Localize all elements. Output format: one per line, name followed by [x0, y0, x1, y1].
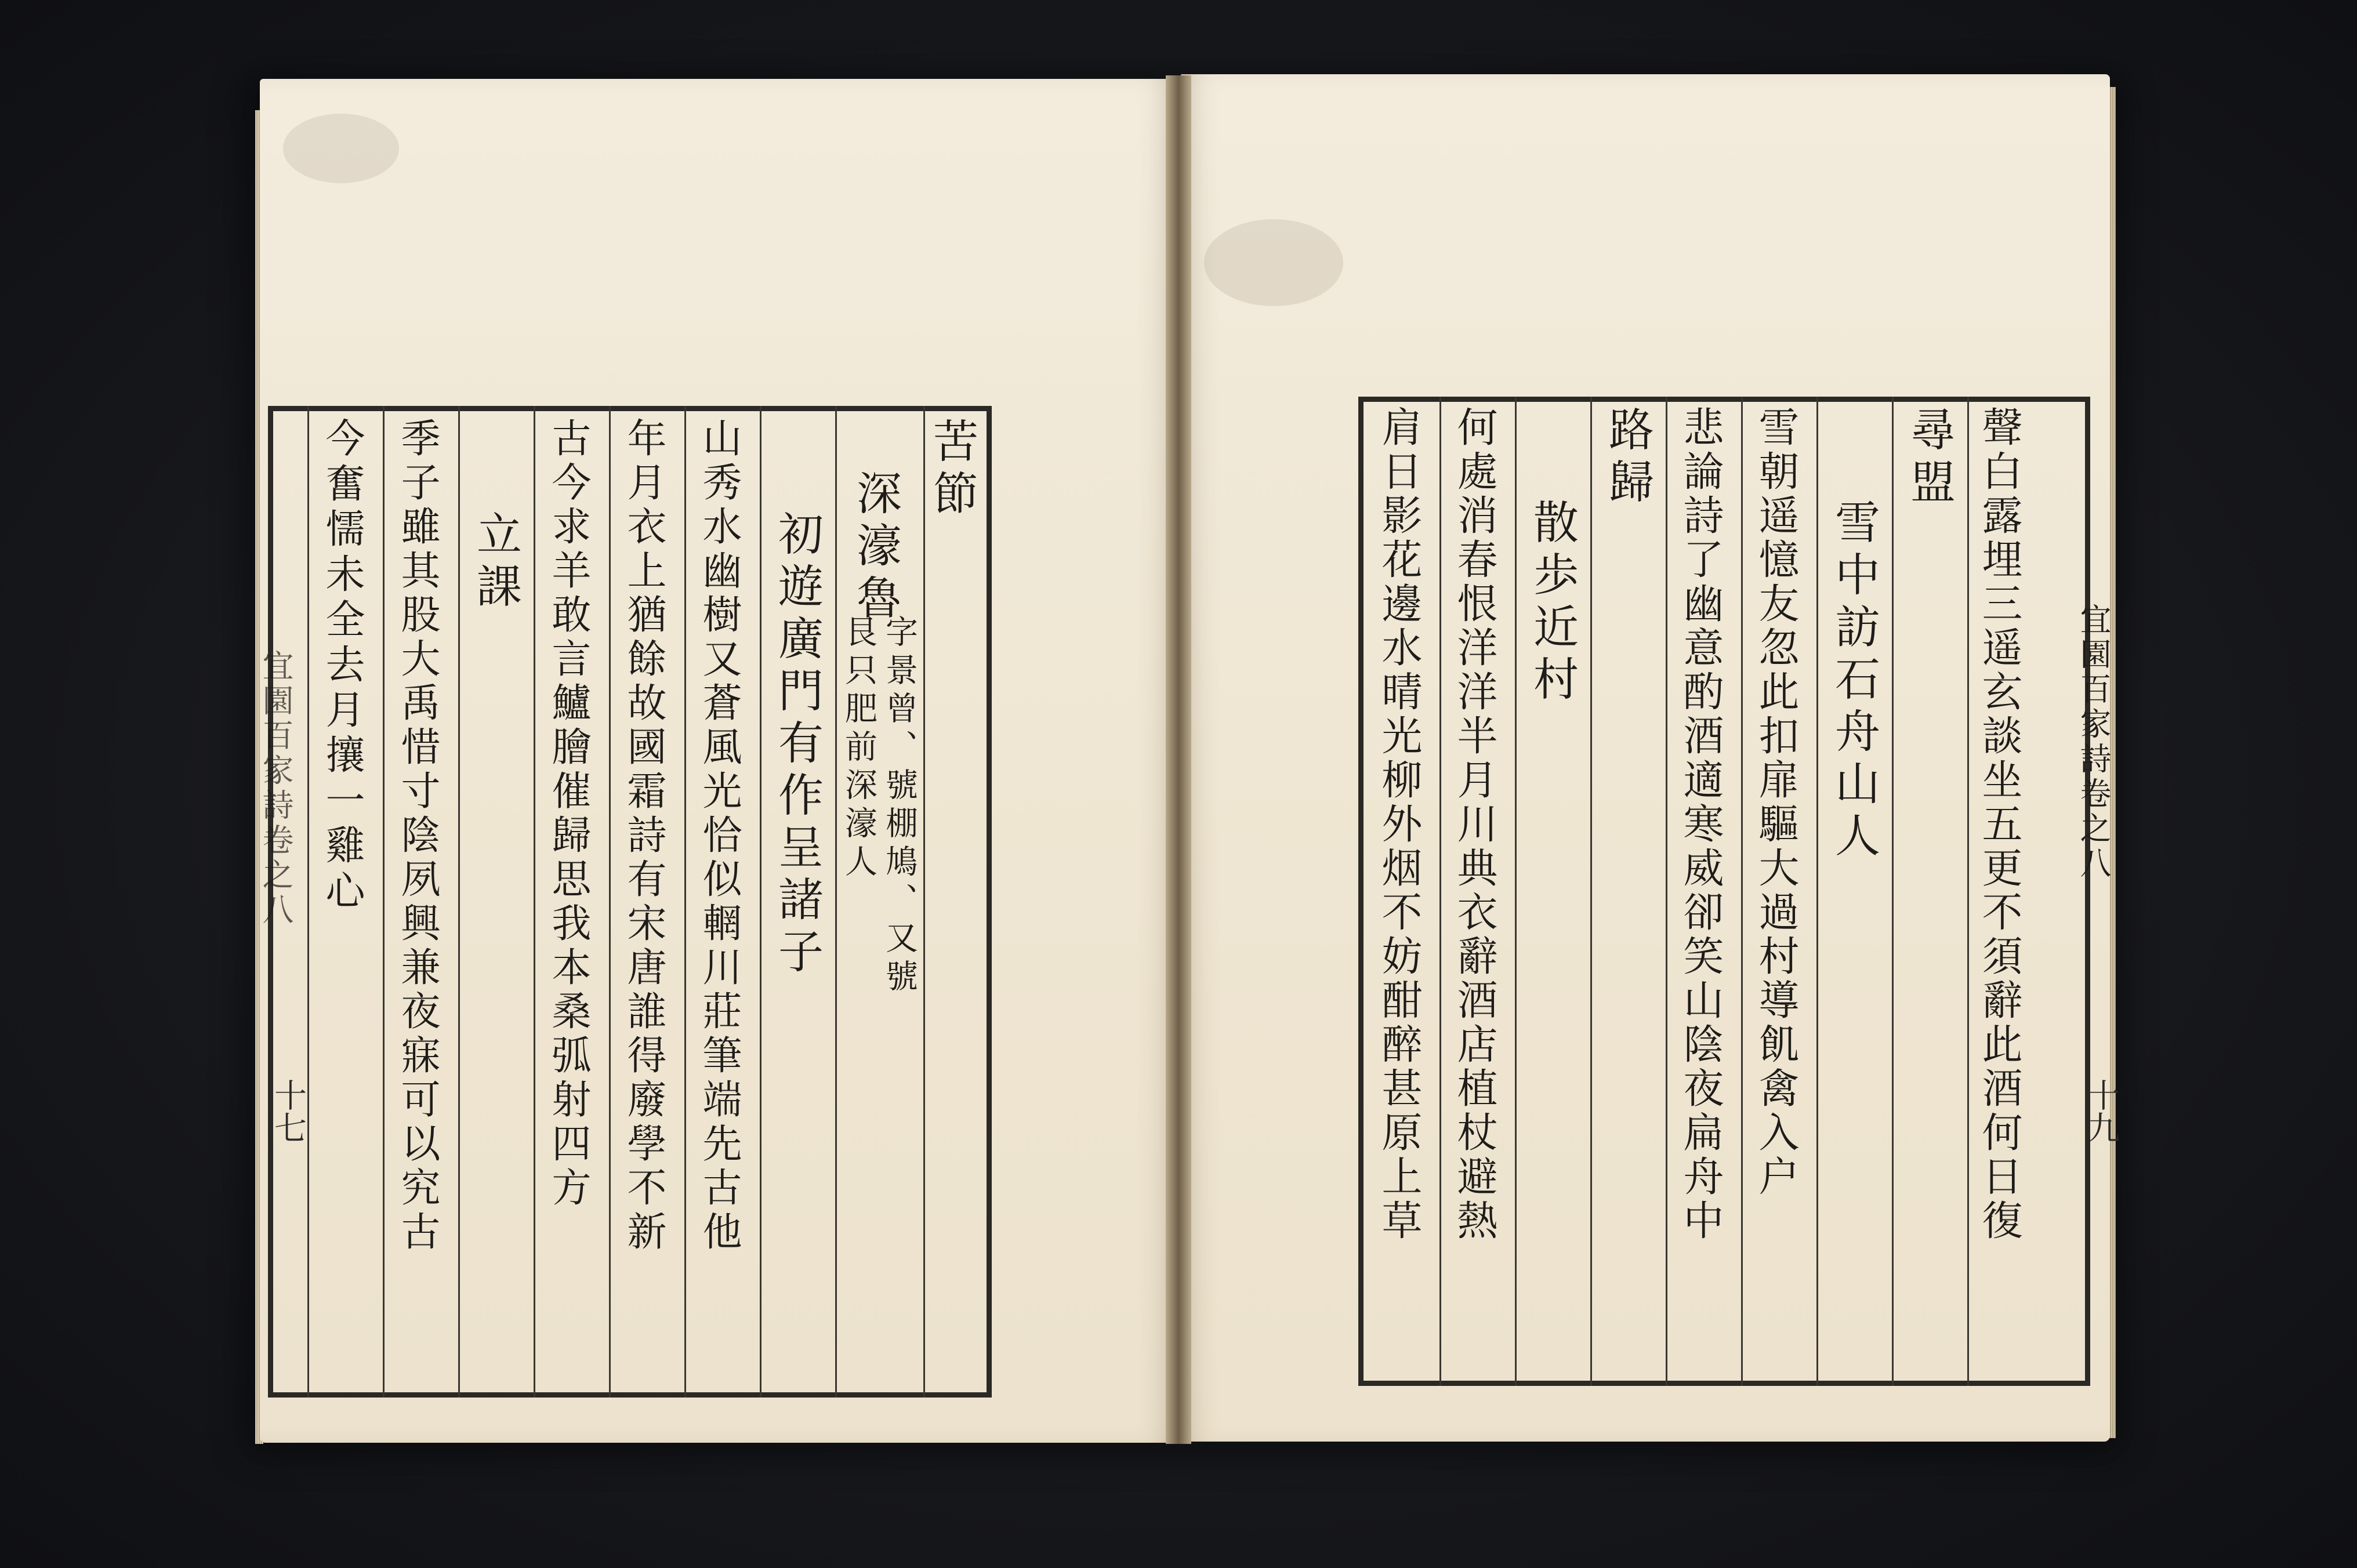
text-column: 立課 [469, 510, 521, 615]
text-column: 路歸 [1601, 406, 1653, 510]
column-rule [1439, 397, 1441, 1386]
text-column: 肩日影花邊水晴光柳外烟不妨酣醉甚原上草 [1375, 406, 1423, 1243]
text-column-annotation: 艮只肥前深濠人 [840, 615, 877, 883]
column-rule [1590, 397, 1592, 1386]
column-rule [1666, 397, 1667, 1386]
margin-title: 宜園百家詩卷之八 [258, 649, 294, 928]
column-rule [760, 406, 762, 1398]
text-column-annotation: 字景曾、號棚鳩、又號 [880, 615, 918, 997]
column-rule [534, 406, 535, 1398]
text-column: 何處消春恨洋洋半月川典衣辭酒店植杖避熱 [1451, 406, 1498, 1243]
text-column: 山秀水幽樹又蒼風光恰似輞川莊筆端先古他 [696, 418, 742, 1255]
text-column: 季子雖其股大禹惜寸陰夙興兼夜寐可以究古 [394, 418, 440, 1255]
page-number: 十九 [2082, 1079, 2120, 1144]
column-rule [1967, 397, 1969, 1386]
book-gutter [1166, 75, 1191, 1444]
text-column: 今奮懦未全去月攘一雞心 [319, 418, 365, 915]
column-rule [923, 406, 925, 1398]
column-rule [383, 406, 385, 1398]
page-wear-stain [283, 114, 399, 183]
text-column: 年月衣上猶餘故國霜詩有宋唐誰得廢學不新 [621, 418, 666, 1255]
column-rule [1515, 397, 1517, 1386]
column-rule [1816, 397, 1818, 1386]
text-column: 散歩近村 [1526, 499, 1578, 707]
column-rule [458, 406, 460, 1398]
text-column: 雪中訪石舟山人 [1827, 499, 1880, 864]
text-column: 尋盟 [1903, 406, 1955, 510]
text-column: 古今求羊敢言鱸膾催歸思我本桑弧射四方 [545, 418, 591, 1211]
column-rule [1741, 397, 1743, 1386]
column-rule [684, 406, 686, 1398]
column-rule [307, 406, 309, 1398]
text-column: 聲白露埋三遥玄談坐五更不須辭此酒何日復 [1975, 406, 2023, 1243]
page-number: 十七 [269, 1079, 307, 1144]
text-column: 苦節 [926, 418, 978, 522]
text-column: 初遊廣門有作呈諸子 [771, 510, 823, 980]
column-rule [609, 406, 611, 1398]
text-column: 雪朝遥憶友忽此扣扉驅大過村導飢禽入户 [1752, 406, 1800, 1199]
page-wear-stain [1204, 219, 1343, 306]
column-rule [1892, 397, 1894, 1386]
text-column: 悲論詩了幽意酌酒適寒威卻笑山陰夜扁舟中 [1677, 406, 1724, 1243]
text-column: 深濠魯 [849, 470, 901, 626]
column-rule [835, 406, 837, 1398]
margin-title: 宜園百家詩卷之八 [2075, 603, 2112, 881]
